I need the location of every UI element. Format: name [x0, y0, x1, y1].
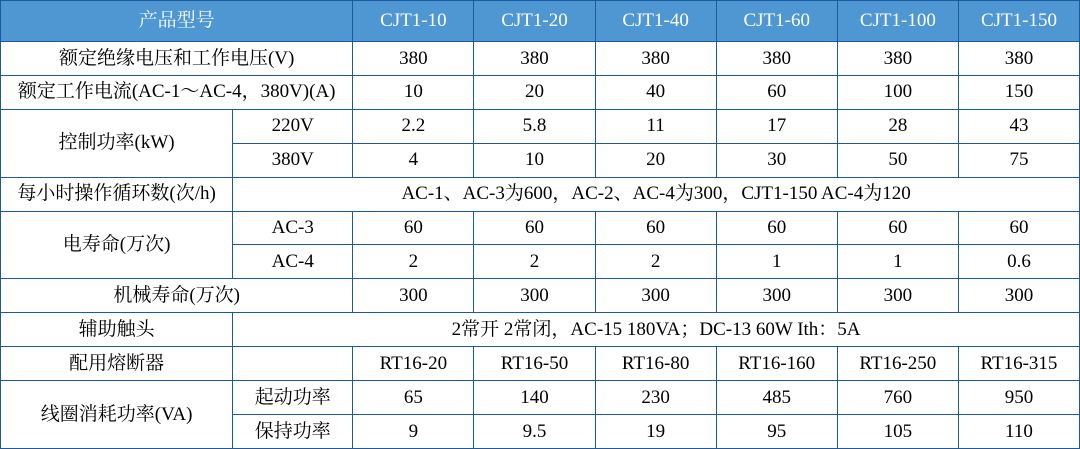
cell-value: 60	[837, 211, 958, 245]
cell-value: 17	[716, 109, 837, 143]
cell-value: 950	[958, 381, 1079, 415]
cell-value: 20	[595, 143, 716, 177]
cell-value: 65	[353, 381, 474, 415]
cell-value: 380	[595, 42, 716, 76]
cell-value: 300	[474, 279, 595, 313]
table-row	[1, 42, 1080, 76]
cell-value: RT16-50	[474, 347, 595, 381]
cell-value: 50	[837, 143, 958, 177]
cell-value: 5.8	[474, 109, 595, 143]
header-product-model: 产品型号	[1, 1, 353, 42]
cell-value: 60	[474, 211, 595, 245]
header-model-6: CJT1-150	[958, 1, 1079, 42]
cell-value: 105	[837, 414, 958, 448]
cell-value: 110	[958, 414, 1079, 448]
row-sublabel-starting-power: 起动功率	[233, 381, 353, 415]
header-model-1: CJT1-10	[353, 1, 474, 42]
header-model-3: CJT1-40	[595, 1, 716, 42]
table-row	[1, 279, 1080, 313]
row-label-coil-power: 线圈消耗功率(VA)	[1, 381, 233, 449]
row-label-auxiliary-contacts: 辅助触头	[1, 313, 233, 347]
cell-value: 0.6	[958, 245, 1079, 279]
table-row	[1, 177, 1080, 211]
cell-value: 100	[837, 75, 958, 109]
cell-value: 380	[353, 42, 474, 76]
cell-value: 28	[837, 109, 958, 143]
cell-value: 40	[595, 75, 716, 109]
cell-value: 9.5	[474, 414, 595, 448]
cell-value: 140	[474, 381, 595, 415]
cell-value: 380	[716, 42, 837, 76]
row-sublabel-220v: 220V	[233, 109, 353, 143]
row-label-fuse: 配用熔断器	[1, 347, 233, 381]
cell-value: 380	[837, 42, 958, 76]
cell-value: 4	[353, 143, 474, 177]
cell-value: 150	[958, 75, 1079, 109]
table-row	[1, 211, 1080, 245]
cell-value: 2	[595, 245, 716, 279]
cell-value: 1	[716, 245, 837, 279]
cell-value: RT16-80	[595, 347, 716, 381]
row-label-insulation-voltage: 额定绝缘电压和工作电压(V)	[1, 42, 353, 76]
table-row	[1, 75, 1080, 109]
cell-value: 43	[958, 109, 1079, 143]
cell-auxiliary-contacts-note: 2常开 2常闭，AC-15 180VA；DC-13 60W Ith：5A	[233, 313, 1080, 347]
table-header-row	[1, 1, 1080, 42]
cell-value: 95	[716, 414, 837, 448]
cell-value: 60	[353, 211, 474, 245]
cell-value: 10	[353, 75, 474, 109]
cell-value: 9	[353, 414, 474, 448]
cell-value: RT16-315	[958, 347, 1079, 381]
row-label-rated-current: 额定工作电流(AC-1～AC-4，380V)(A)	[1, 75, 353, 109]
cell-value: 380	[958, 42, 1079, 76]
table-row	[1, 313, 1080, 347]
header-model-2: CJT1-20	[474, 1, 595, 42]
cell-value: RT16-20	[353, 347, 474, 381]
cell-value: RT16-250	[837, 347, 958, 381]
row-sublabel-holding-power: 保持功率	[233, 414, 353, 448]
cell-value: 2.2	[353, 109, 474, 143]
header-model-4: CJT1-60	[716, 1, 837, 42]
cell-value: RT16-160	[716, 347, 837, 381]
table-row	[1, 109, 1080, 143]
cell-value: 19	[595, 414, 716, 448]
cell-value: 30	[716, 143, 837, 177]
cell-value: 20	[474, 75, 595, 109]
row-label-electrical-life: 电寿命(万次)	[1, 211, 233, 279]
cell-value: 300	[716, 279, 837, 313]
row-sublabel-380v: 380V	[233, 143, 353, 177]
cell-value: 10	[474, 143, 595, 177]
header-model-5: CJT1-100	[837, 1, 958, 42]
cell-value: 485	[716, 381, 837, 415]
row-label-control-power: 控制功率(kW)	[1, 109, 233, 177]
cell-value: 300	[353, 279, 474, 313]
cell-value: 2	[353, 245, 474, 279]
cell-operating-cycles-note: AC-1、AC-3为600，AC-2、AC-4为300，CJT1-150 AC-4为120	[233, 177, 1080, 211]
cell-value: 75	[958, 143, 1079, 177]
table-row	[1, 381, 1080, 415]
row-label-mechanical-life: 机械寿命(万次)	[1, 279, 353, 313]
cell-empty	[233, 347, 353, 381]
cell-value: 1	[837, 245, 958, 279]
cell-value: 380	[474, 42, 595, 76]
cell-value: 300	[837, 279, 958, 313]
table-row	[1, 347, 1080, 381]
cell-value: 60	[716, 211, 837, 245]
cell-value: 60	[958, 211, 1079, 245]
cell-value: 300	[958, 279, 1079, 313]
row-label-operating-cycles: 每小时操作循环数(次/h)	[1, 177, 233, 211]
row-sublabel-ac4: AC-4	[233, 245, 353, 279]
cell-value: 230	[595, 381, 716, 415]
cell-value: 760	[837, 381, 958, 415]
row-sublabel-ac3: AC-3	[233, 211, 353, 245]
cell-value: 60	[595, 211, 716, 245]
cell-value: 300	[595, 279, 716, 313]
cell-value: 60	[716, 75, 837, 109]
cell-value: 11	[595, 109, 716, 143]
cell-value: 2	[474, 245, 595, 279]
